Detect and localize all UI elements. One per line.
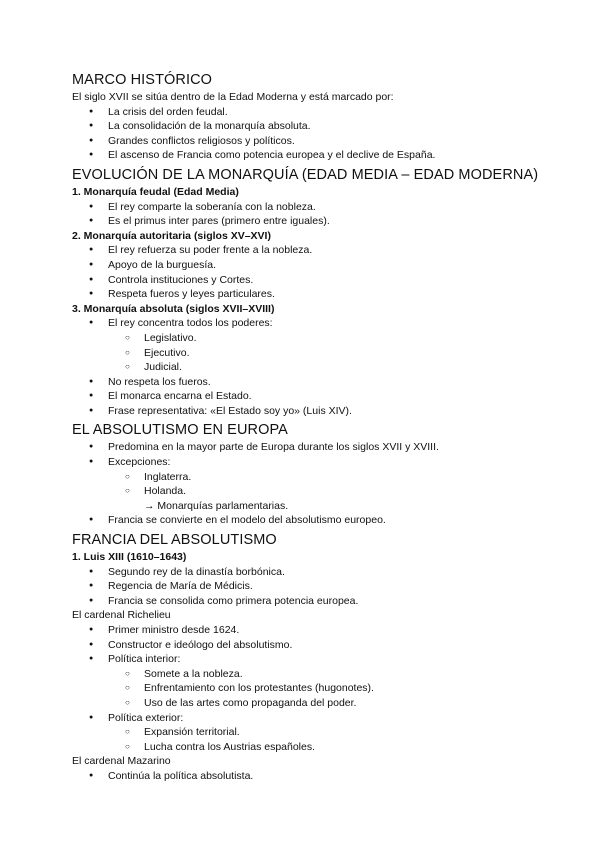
list-item: ● La crisis del orden feudal. (72, 105, 560, 120)
section-title-absolutismo: EL ABSOLUTISMO EN EUROPA (72, 422, 288, 439)
subheading-richelieu: El cardenal Richelieu (72, 609, 171, 622)
feudal-list (72, 200, 560, 229)
list-item: ● Regencia de María de Médicis. (72, 579, 560, 594)
marco-intro: El siglo XVII se sitúa dentro de la Edad Moderna y está marcado por: (72, 91, 394, 103)
list-item: ● Grandes conflictos religiosos y políticos. (72, 134, 560, 149)
list-item: ● Controla instituciones y Cortes. (72, 273, 560, 288)
sub-list-item: ○ Uso de las artes como propaganda del poder. (108, 696, 560, 711)
list-item: ● Es el primus inter pares (primero entre iguales). (72, 214, 560, 229)
sub-list-item: ○ Inglaterra. (108, 470, 560, 485)
section-title-evolucion: EVOLUCIÓN DE LA MONARQUÍA (EDAD MEDIA – EDAD MODERNA) (72, 166, 539, 183)
list-item: ● Apoyo de la burguesía. (72, 258, 560, 273)
list-item: ● Frase representativa: «El Estado soy yo» (Luis XIV). (72, 404, 560, 419)
richelieu-list (72, 623, 560, 754)
list-item (72, 316, 560, 374)
sub-list-item: ○ Enfrentamiento con los protestantes (hugonotes). (108, 681, 560, 696)
list-item: ● Constructor e ideólogo del absolutismo. (72, 638, 560, 653)
list-item: ● El rey comparte la soberanía con la nobleza. (72, 200, 560, 215)
list-item: ● No respeta los fueros. (72, 375, 560, 390)
list-item: ● La consolidación de la monarquía absoluta. (72, 119, 560, 134)
list-item: ● Predomina en la mayor parte de Europa durante los siglos XVII y XVIII. (72, 440, 560, 455)
list-item: ● El monarca encarna el Estado. (72, 389, 560, 404)
sub-list-item: ○ Lucha contra los Austrias españoles. (108, 740, 560, 755)
section-title-francia: FRANCIA DEL ABSOLUTISMO (72, 532, 277, 549)
sub-list-item: ○ Legislativo. (108, 331, 560, 346)
absoluta-list (72, 316, 560, 418)
list-item: ● Francia se convierte en el modelo del absolutismo europeo. (72, 513, 560, 528)
subheading-absoluta: 3. Monarquía absoluta (siglos XVII–XVIII) (72, 302, 275, 315)
list-item-text: Política interior: (108, 653, 181, 666)
sub-list-item: ○ Holanda. (108, 484, 560, 499)
arrow-note: → Monarquías parlamentarias. (144, 499, 289, 512)
mazarino-list (72, 769, 560, 784)
list-item: ● Primer ministro desde 1624. (72, 623, 560, 638)
list-item (72, 711, 560, 755)
sub-list-item: ○ Expansión territorial. (108, 725, 560, 740)
list-item: ● Segundo rey de la dinastía borbónica. (72, 565, 560, 580)
marco-list (72, 105, 560, 163)
list-item-text: Política exterior: (108, 711, 184, 724)
poderes-list (108, 331, 560, 375)
list-item-text: El rey concentra todos los poderes: (108, 317, 273, 330)
list-item: ● Francia se consolida como primera potencia europea. (72, 594, 560, 609)
subheading-mazarino: El cardenal Mazarino (72, 755, 171, 768)
list-item: ● Continúa la política absolutista. (72, 769, 560, 784)
list-item (72, 455, 560, 513)
list-item-text: Excepciones: (108, 456, 171, 469)
sub-list-item: ○ Judicial. (108, 360, 560, 375)
subheading-luis: 1. Luis XIII (1610–1643) (72, 551, 187, 564)
list-item: ● El ascenso de Francia como potencia europea y el declive de España. (72, 148, 560, 163)
section-title-marco: MARCO HISTÓRICO (72, 72, 213, 88)
sub-list-item: ○ Somete a la nobleza. (108, 667, 560, 682)
luis-list (72, 565, 560, 609)
excepciones-list (108, 470, 560, 499)
absolutismo-list (72, 440, 560, 528)
autoritaria-list (72, 243, 560, 301)
interior-list (108, 667, 560, 711)
subheading-feudal: 1. Monarquía feudal (Edad Media) (72, 185, 239, 198)
subheading-autoritaria: 2. Monarquía autoritaria (siglos XV–XVI) (72, 229, 271, 242)
list-item: ● El rey refuerza su poder frente a la nobleza. (72, 243, 560, 258)
exterior-list (108, 725, 560, 754)
list-item: ● Respeta fueros y leyes particulares. (72, 287, 560, 302)
sub-list-item: ○ Ejecutivo. (108, 346, 560, 361)
list-item (72, 652, 560, 710)
